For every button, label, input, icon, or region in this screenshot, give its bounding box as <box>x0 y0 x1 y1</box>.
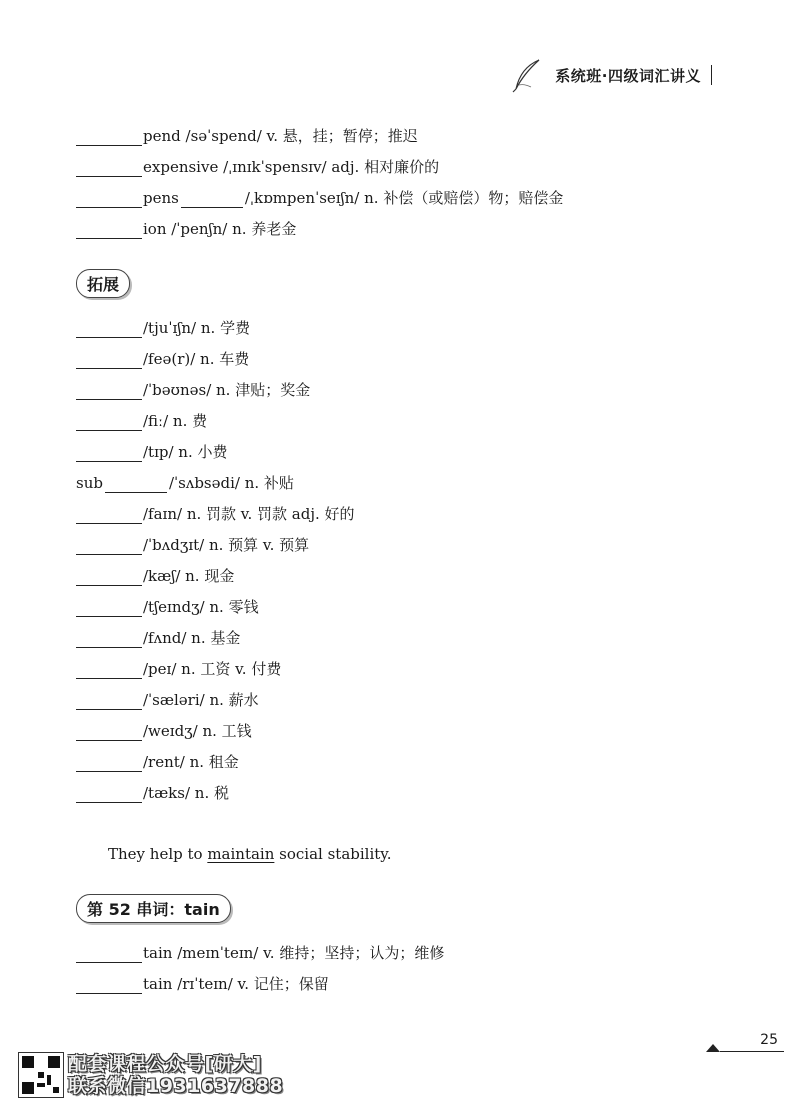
entry-text: /kæʃ/ n. 现金 <box>143 567 235 585</box>
fill-blank <box>76 567 142 586</box>
entry-text: /ˈbʌdʒɪt/ n. 预算 v. 预算 <box>143 536 310 554</box>
vocab-entry <box>76 659 281 679</box>
vocab-entry <box>76 943 444 963</box>
section-label-expand: 拓展 <box>76 269 130 298</box>
vocab-entry <box>76 535 309 555</box>
entry-text: tain /meɪnˈteɪn/ v. 维持；坚持；认为；维修 <box>143 944 445 962</box>
fill-blank <box>76 598 142 617</box>
vocab-entry <box>76 783 229 803</box>
entry-text: /tæks/ n. 税 <box>143 784 229 802</box>
fill-blank <box>105 474 167 493</box>
fill-blank <box>76 505 142 524</box>
page-header <box>509 60 712 90</box>
entry-text: /feə(r)/ n. 车费 <box>143 350 250 368</box>
sentence-part: social stability. <box>274 845 392 863</box>
vocab-entry <box>76 188 563 208</box>
entry-text: tain /rɪˈteɪn/ v. 记住；保留 <box>143 975 329 993</box>
page-number-text: 25 <box>760 1032 778 1048</box>
vocab-entry <box>76 721 252 741</box>
vocab-entry <box>76 473 294 493</box>
feather-icon <box>509 57 545 93</box>
sentence-part: They help to <box>108 845 208 863</box>
entry-prefix: pens <box>143 189 179 207</box>
fill-blank <box>76 753 142 772</box>
vocab-entry <box>76 504 355 524</box>
fill-blank <box>76 158 142 177</box>
fill-blank <box>76 975 142 994</box>
entry-prefix: sub <box>76 474 103 492</box>
promo-line-2: 联系微信1931637888 <box>68 1075 284 1097</box>
entry-text: /rent/ n. 租金 <box>143 753 239 771</box>
footer-rule <box>720 1051 784 1052</box>
sentence-keyword: maintain <box>207 845 275 863</box>
entry-text: /peɪ/ n. 工资 v. 付费 <box>143 660 282 678</box>
entry-text: /faɪn/ n. 罚款 v. 罚款 adj. 好的 <box>143 505 355 523</box>
fill-blank <box>76 319 142 338</box>
promo-watermark <box>18 1052 283 1098</box>
vocab-entry <box>76 380 310 400</box>
fill-blank <box>76 412 142 431</box>
fill-blank <box>76 722 142 741</box>
entry-text: /tʃeɪndʒ/ n. 零钱 <box>143 598 259 616</box>
fill-blank <box>76 350 142 369</box>
entry-text: /tjuˈɪʃn/ n. 学费 <box>143 319 251 337</box>
vocab-entry <box>76 411 207 431</box>
vocab-entry <box>76 318 250 338</box>
vocab-entry <box>76 628 240 648</box>
entry-text: /fiː/ n. 费 <box>143 412 208 430</box>
fill-blank <box>76 220 142 239</box>
fill-blank <box>76 443 142 462</box>
fill-blank <box>76 691 142 710</box>
vocab-entry <box>76 690 259 710</box>
entry-text: pend /səˈspend/ v. 悬，挂；暂停；推迟 <box>143 127 418 145</box>
fill-blank <box>76 381 142 400</box>
page-number <box>706 1032 784 1052</box>
vocab-entry <box>76 752 239 772</box>
triangle-icon <box>706 1044 720 1052</box>
entry-text: expensive /ˌɪnɪkˈspensɪv/ adj. 相对廉价的 <box>143 158 440 176</box>
example-sentence <box>108 844 392 864</box>
vocab-entry <box>76 974 329 994</box>
fill-blank <box>76 660 142 679</box>
entry-text: /weɪdʒ/ n. 工钱 <box>143 722 252 740</box>
header-divider <box>711 65 712 85</box>
vocab-entry <box>76 349 249 369</box>
vocab-entry <box>76 597 259 617</box>
vocab-entry <box>76 442 228 462</box>
fill-blank <box>181 189 243 208</box>
vocab-entry <box>76 126 418 146</box>
entry-text: /fʌnd/ n. 基金 <box>143 629 241 647</box>
entry-text: /ˈbəʊnəs/ n. 津贴；奖金 <box>143 381 311 399</box>
fill-blank <box>76 944 142 963</box>
vocab-entry <box>76 157 439 177</box>
fill-blank <box>76 189 142 208</box>
header-title: 系统班·四级词汇讲义 <box>555 66 701 85</box>
qr-code-icon <box>18 1052 64 1098</box>
entry-text: /ˈsʌbsədi/ n. 补贴 <box>168 474 294 492</box>
vocab-entry <box>76 566 234 586</box>
section-label-52: 第 52 串词：tain <box>76 894 231 923</box>
fill-blank <box>76 629 142 648</box>
vocab-entry <box>76 219 296 239</box>
entry-text: /tɪp/ n. 小费 <box>143 443 228 461</box>
fill-blank <box>76 784 142 803</box>
fill-blank <box>76 536 142 555</box>
entry-text: /ˌkɒmpenˈseɪʃn/ n. 补偿（或赔偿）物；赔偿金 <box>244 189 564 207</box>
promo-line-1: 配套课程公众号[研大] <box>68 1053 262 1075</box>
entry-text: ion /ˈpenʃn/ n. 养老金 <box>143 220 297 238</box>
fill-blank <box>76 127 142 146</box>
entry-text: /ˈsæləri/ n. 薪水 <box>143 691 259 709</box>
